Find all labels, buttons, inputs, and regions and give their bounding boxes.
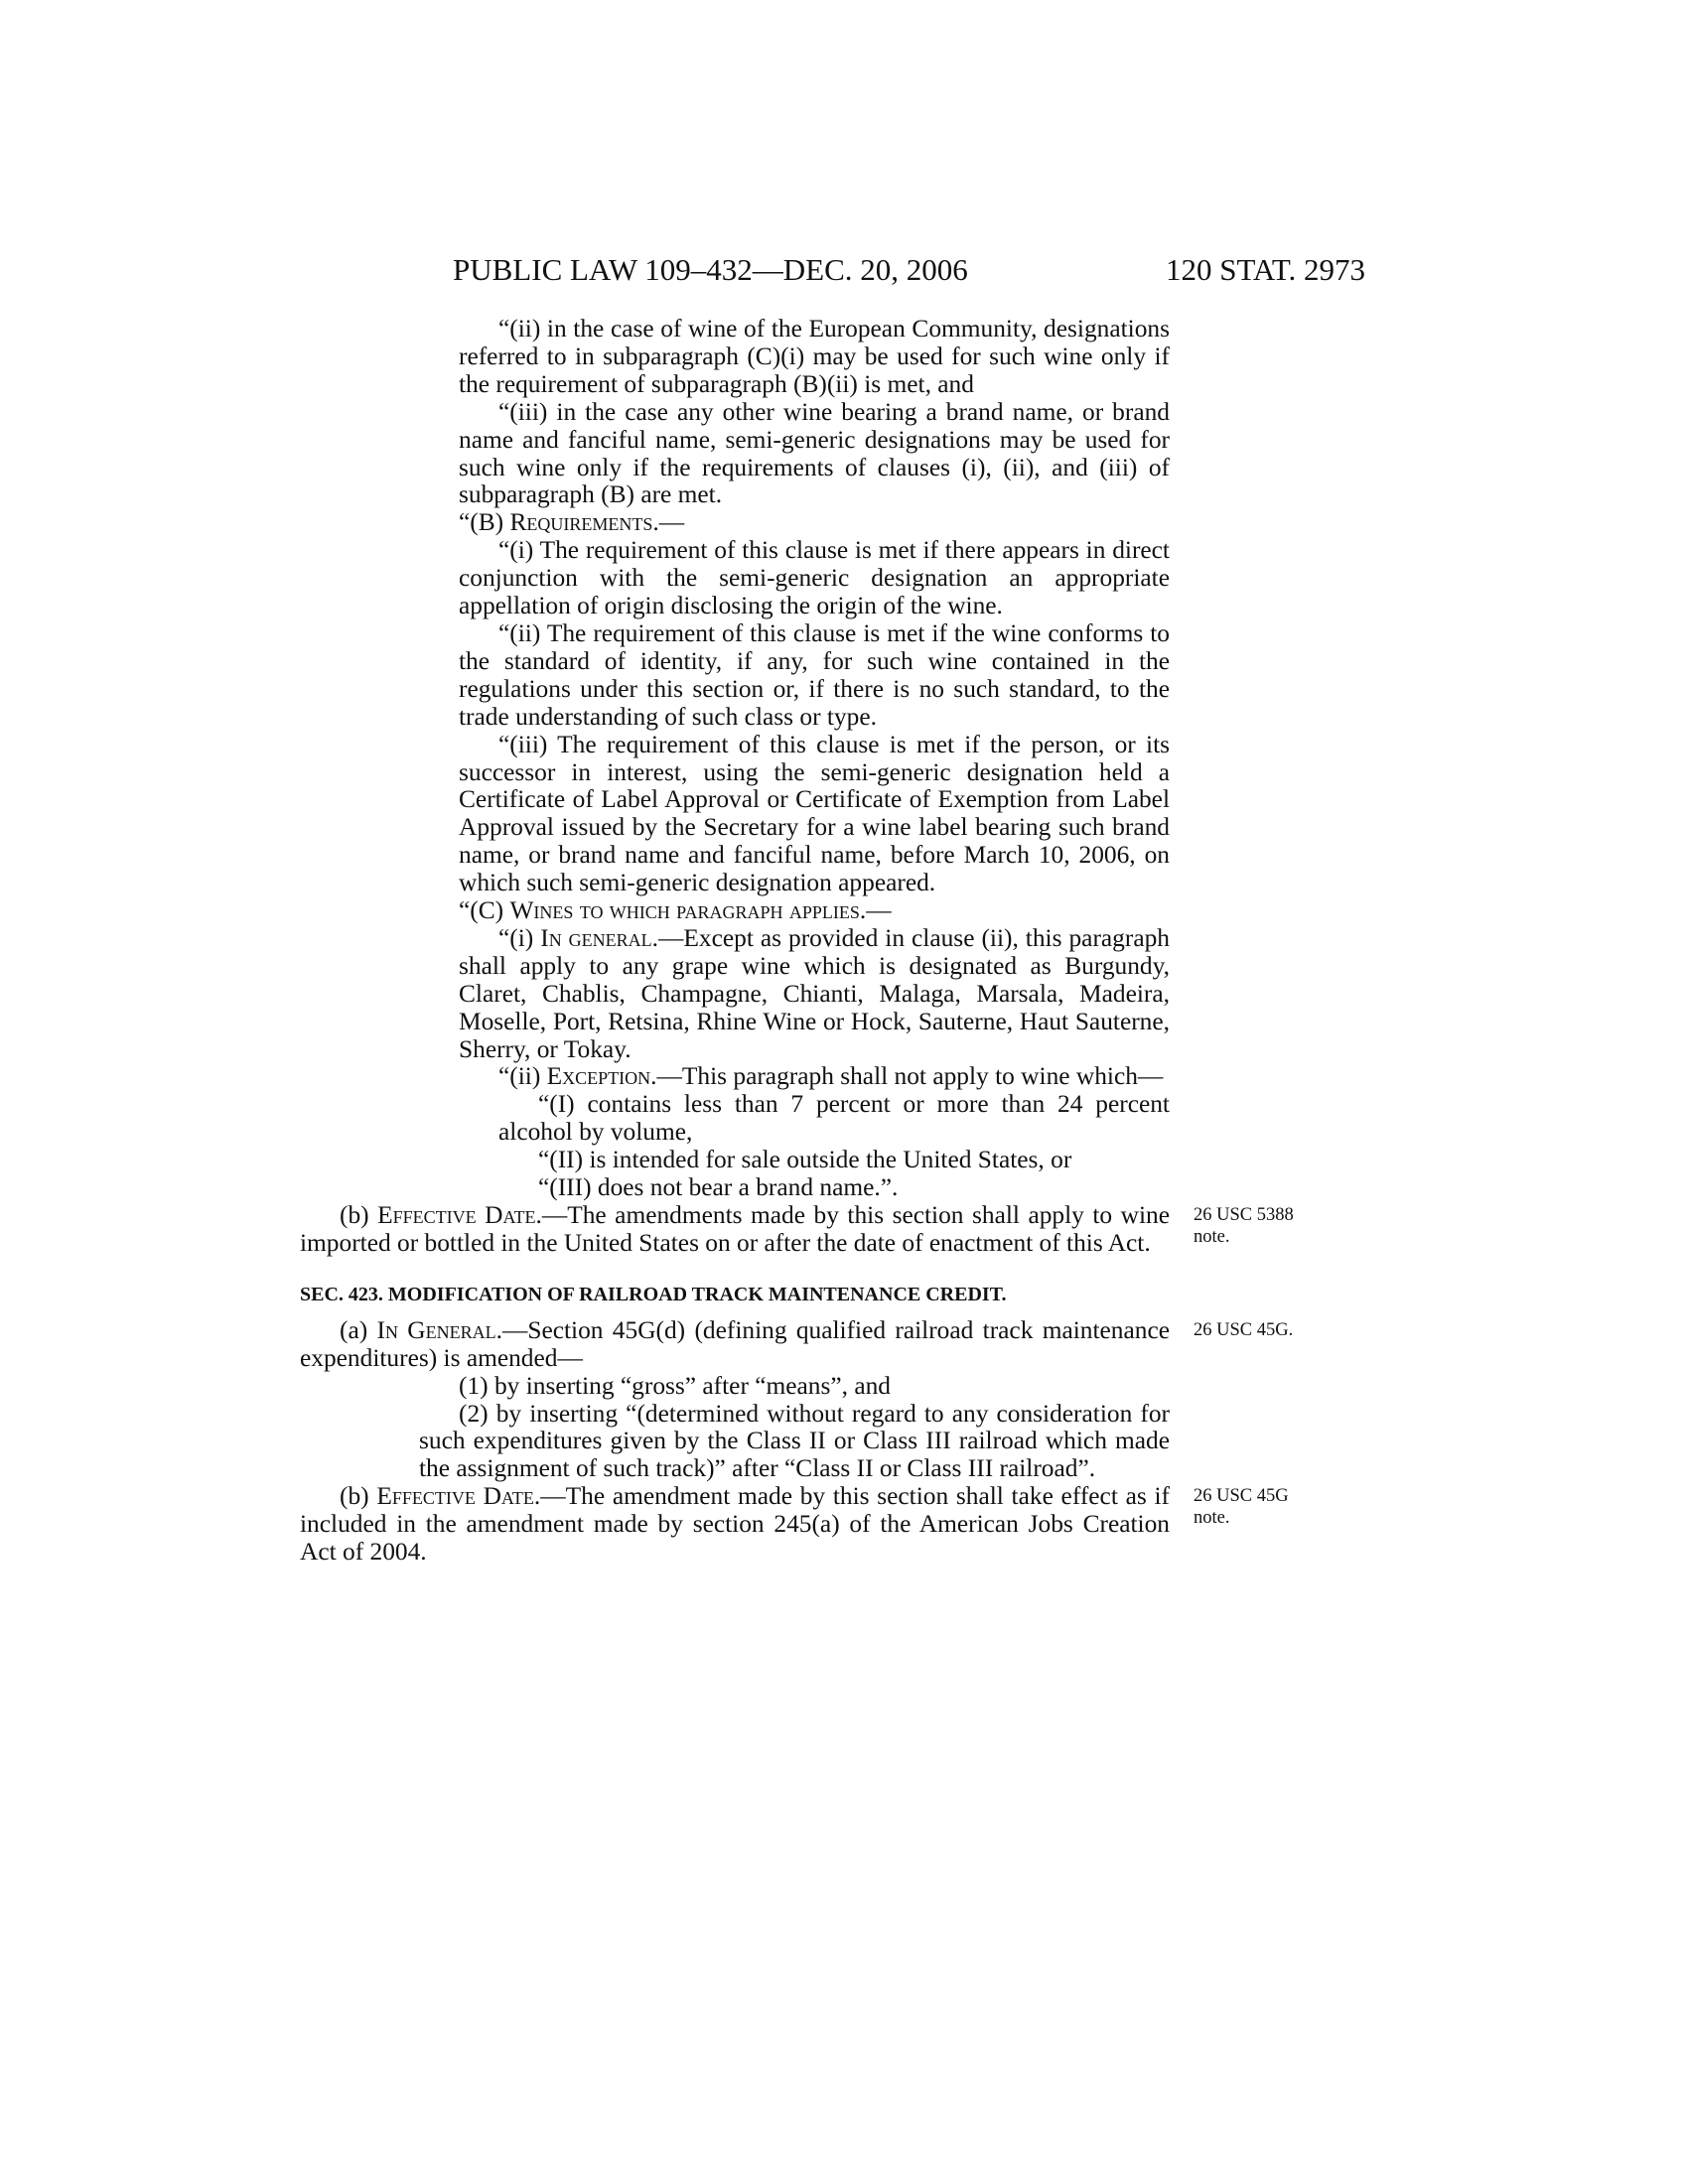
- margin-note-line: 26 USC 5388: [1194, 1205, 1294, 1225]
- paragraph-prefix: (a): [340, 1315, 377, 1344]
- clause-a-iii: “(iii) in the case any other wine bearing a brand name, or brand name and fanciful name, semi-generic designations may be used for such wine only if the requirements of clauses (i), (ii), and (iii) of subparagraph (B) are met.: [459, 397, 1170, 509]
- clause-heading: Exception: [546, 1062, 651, 1091]
- paragraph-prefix: (b): [340, 1482, 377, 1511]
- heading-prefix: “(C): [459, 896, 510, 925]
- section-423-a-1: (1) by inserting “gross” after “means”, and: [459, 1371, 892, 1400]
- clause-body: .—This paragraph shall not apply to wine which—: [650, 1062, 1164, 1091]
- section-423-a-row: [300, 1315, 1294, 1373]
- section-423-title: SEC. 423. MODIFICATION OF RAILROAD TRACK MAINTENANCE CREDIT.: [300, 1283, 1007, 1305]
- section-423-a: [300, 1317, 1170, 1373]
- margin-note-line: 26 USC 45G: [1194, 1486, 1289, 1507]
- margin-note-26-usc-45g-note: [1194, 1485, 1382, 1529]
- paragraph-prefix: (b): [340, 1201, 378, 1229]
- heading-suffix: .—: [652, 508, 685, 537]
- clause-prefix: “(i): [498, 923, 541, 952]
- paragraph-body: .—The amendment made by this section shall take effect as if included in the amendment made by section 245(a) of the American Jobs Creation Act of 2004.: [300, 1482, 1170, 1567]
- clause-body: .—Except as provided in clause (ii), this paragraph shall apply to any grape wine which is designated as Burgundy, Claret, Chablis, Champagne, Chianti, Malaga, Marsala, Madeira, Moselle, Port, Retsina, Rhine Wine or Hock, Sauterne, Haut Sauterne, Sherry, or Tokay.: [459, 923, 1170, 1063]
- heading-suffix: .—: [859, 896, 892, 925]
- subclause-c-ii-II: “(II) is intended for sale outside the United States, or: [538, 1146, 1072, 1174]
- section-423-a-2: (2) by inserting “(determined without regard to any consideration for such expenditures given by the Class II or Class III railroad which made the assignment of such track)” after “Class II or Class III railroad”.: [419, 1399, 1170, 1483]
- paragraph-body: .—The amendments made by this section shall apply to wine imported or bottled in the United States on or after the date of enactment of this Act.: [300, 1201, 1170, 1257]
- clause-a-ii: “(ii) in the case of wine of the European Community, designations referred to in subparagraph (C)(i) may be used for such wine only if the requirement of subparagraph (B)(ii) is met, and: [459, 315, 1170, 398]
- clause-c-i: [300, 925, 1170, 1064]
- margin-note-line: note.: [1194, 1227, 1230, 1247]
- section-423-b-row: [300, 1482, 1289, 1567]
- page-number: 120 STAT. 2973: [1165, 252, 1365, 287]
- heading-small-caps: Wines to which paragraph applies: [509, 896, 860, 925]
- margin-note-26-usc-5388: [1194, 1204, 1382, 1248]
- clause-prefix: “(ii): [498, 1062, 547, 1091]
- margin-note-26-usc-45g: 26 USC 45G.: [1194, 1319, 1294, 1340]
- clause-b-ii: “(ii) The requirement of this clause is met if the wine conforms to the standard of identity, if any, for such wine contained in the regulations under this section or, if there is no such standard, to the trade understanding of such class or type.: [459, 618, 1170, 731]
- clause-heading: In general: [540, 923, 652, 952]
- clause-b-i: “(i) The requirement of this clause is met if there appears in direct conjunction with the semi-generic designation an appropriate appellation of origin disclosing the origin of the wine.: [459, 536, 1170, 620]
- section-423-b: [300, 1483, 1170, 1567]
- paragraph-heading: Effective Date: [376, 1482, 534, 1511]
- subclause-c-ii-I: “(I) contains less than 7 percent or more than 24 percent alcohol by volume,: [498, 1090, 1170, 1147]
- subparagraph-c-heading: [300, 897, 1170, 925]
- margin-note-line: note.: [1194, 1508, 1230, 1529]
- heading-small-caps: Requirements: [509, 508, 653, 537]
- effective-date-paragraph: [300, 1202, 1170, 1258]
- document-body: [300, 315, 1294, 1567]
- paragraph-body: .—Section 45G(d) (defining qualified railroad track maintenance expenditures) is amended—: [300, 1315, 1170, 1372]
- running-header-left: PUBLIC LAW 109–432—DEC. 20, 2006: [453, 252, 968, 287]
- paragraph-heading: In General: [376, 1315, 496, 1344]
- subparagraph-b-heading: [300, 509, 1170, 537]
- heading-prefix: “(B): [459, 508, 510, 537]
- effective-date-row: [300, 1201, 1294, 1258]
- clause-b-iii: “(iii) The requirement of this clause is met if the person, or its successor in interest, using the semi-generic designation held a Certificate of Label Approval or Certificate of Exemption from Label Approval issued by the Secretary for a wine label bearing such brand name, or brand name and fanciful name, before March 10, 2006, on which such semi-generic designation appeared.: [459, 730, 1170, 897]
- paragraph-heading: Effective Date: [377, 1201, 536, 1229]
- subclause-c-ii-III: “(III) does not bear a brand name.”.: [538, 1173, 899, 1202]
- clause-c-ii: [300, 1063, 1170, 1091]
